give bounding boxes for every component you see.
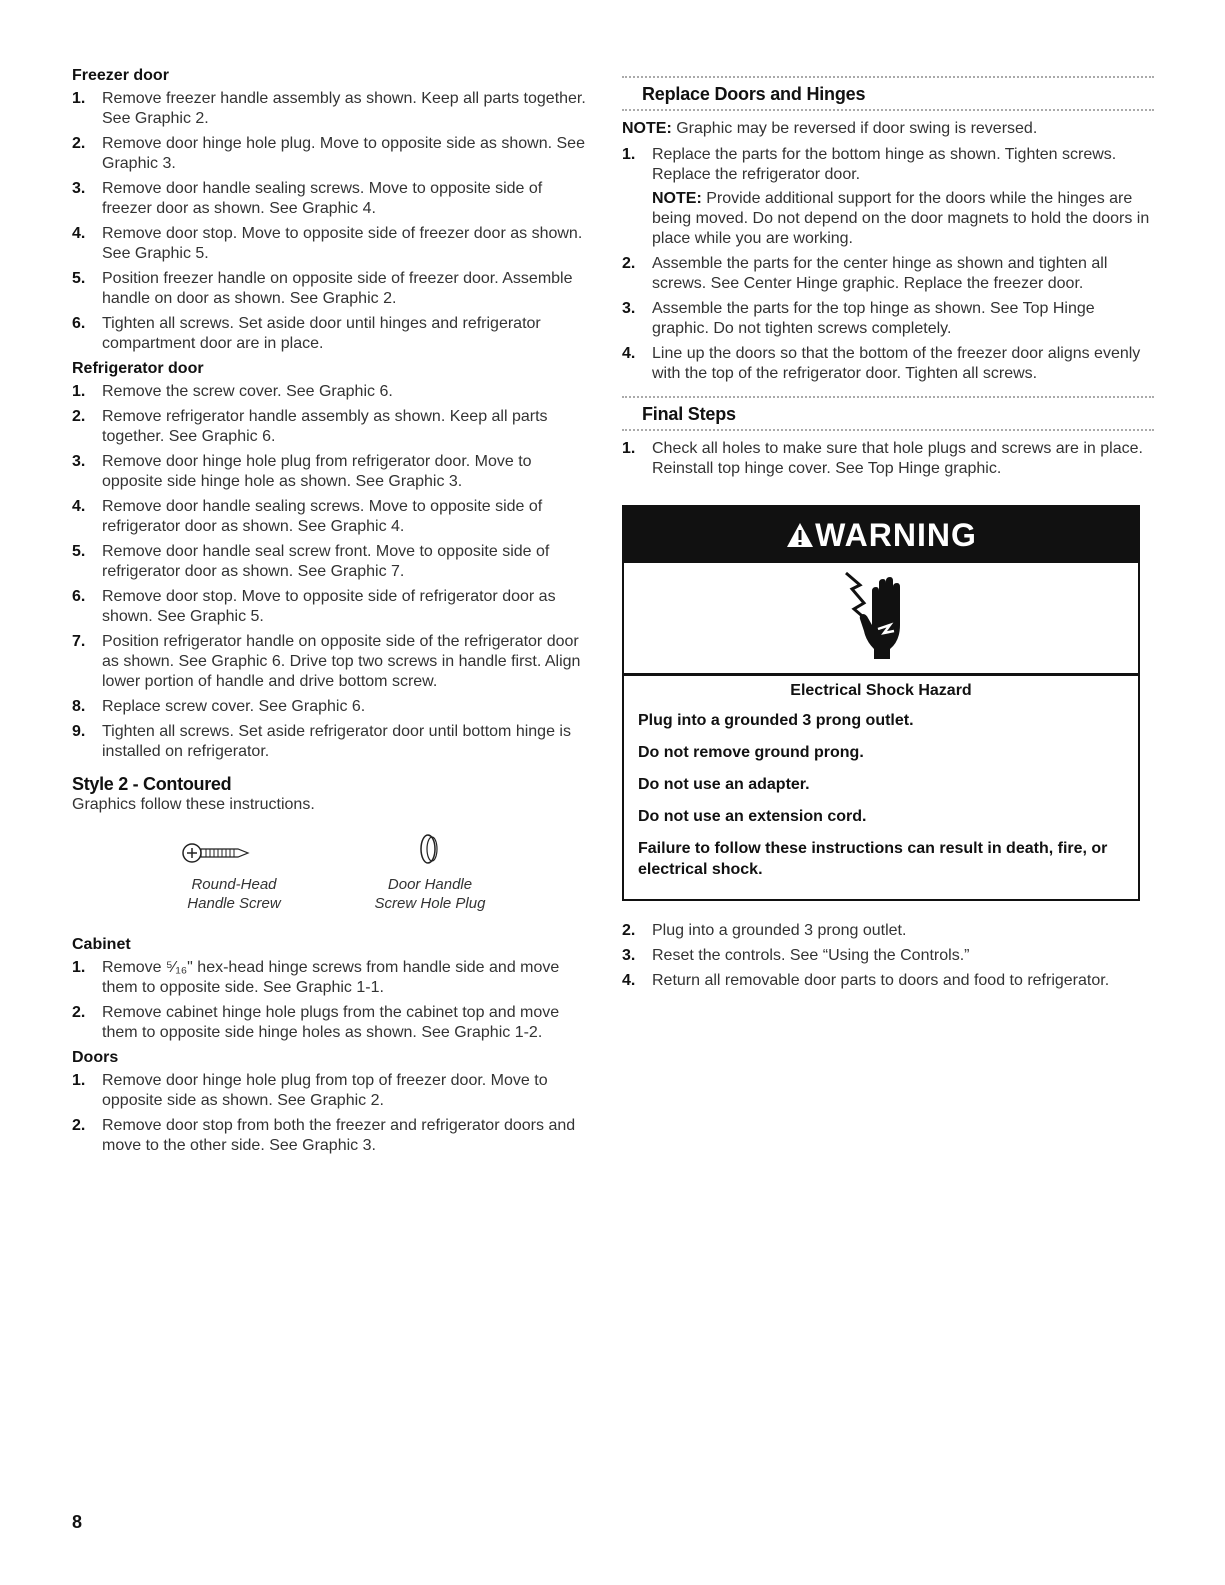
step-number: 4.	[622, 972, 636, 989]
list-item	[72, 382, 587, 402]
warning-icon-area	[624, 563, 1138, 676]
list-item	[622, 946, 1154, 966]
parts-graphics	[72, 823, 587, 933]
step-text: Tighten all screws. Set aside refrigerator door until bottom hinge is installed on refrigerator.	[102, 723, 571, 760]
page-number: 8	[72, 1512, 83, 1532]
step-text: Remove door stop. Move to opposite side of refrigerator door as shown. See Graphic 5.	[102, 588, 556, 625]
step-text: Remove door stop from both the freezer and refrigerator doors and move to the other side. See Graphic 3.	[102, 1117, 576, 1154]
step-text: Remove door stop. Move to opposite side of freezer door as shown. See Graphic 5.	[102, 225, 583, 262]
hole-plug-icon	[410, 827, 450, 871]
step-text: Replace screw cover. See Graphic 6.	[102, 698, 366, 715]
step-text: Check all holes to make sure that hole plugs and screws are in place. Reinstall top hinge cover. See Top Hinge graphic.	[652, 440, 1143, 477]
freezer-door-steps	[72, 89, 587, 354]
step-text: Remove door handle seal screw front. Move to opposite side of refrigerator door as shown. See Graphic 7.	[102, 543, 550, 580]
replace-note-text: Graphic may be reversed if door swing is reversed.	[671, 120, 1038, 137]
step-text: Remove door hinge hole plug from top of freezer door. Move to opposite side as shown. See Graphic 2.	[102, 1072, 548, 1109]
step-number: 1.	[72, 383, 86, 400]
step-number: 6.	[72, 588, 86, 605]
step-number: 4.	[72, 225, 86, 242]
step-text: Remove door handle sealing screws. Move to opposite side of refrigerator door as shown. See Graphic 4.	[102, 498, 543, 535]
style2-heading: Style 2 - Contoured	[72, 774, 232, 794]
doors-steps	[72, 1071, 587, 1156]
warning-line: Do not use an extension cord.	[638, 808, 867, 825]
step-number: 2.	[72, 408, 86, 425]
step-number: 5.	[72, 543, 86, 560]
step-text: Remove door hinge hole plug. Move to opposite side as shown. See Graphic 3.	[102, 135, 585, 172]
warning-title: WARNING	[815, 517, 977, 553]
step-number: 4.	[622, 345, 636, 362]
step-text: Tighten all screws. Set aside door until hinges and refrigerator compartment door are in place.	[102, 315, 541, 352]
replace-note-label: NOTE:	[622, 120, 672, 137]
right-column	[622, 76, 1154, 996]
warning-title-bar	[624, 507, 1138, 563]
replace-doors-heading: Replace Doors and Hinges	[642, 84, 866, 104]
step-number: 2.	[72, 135, 86, 152]
list-item	[72, 722, 587, 762]
replace-steps-first	[622, 145, 1154, 249]
list-item	[72, 587, 587, 627]
step-text: Line up the doors so that the bottom of the freezer door aligns evenly with the top of the refrigerator door. Tighten all screws.	[652, 345, 1141, 382]
list-item	[72, 1071, 587, 1111]
step-text: Remove door handle sealing screws. Move to opposite side of freezer door as shown. See Graphic 4.	[102, 180, 543, 217]
step-text: Replace the parts for the bottom hinge as shown. Tighten screws. Replace the refrigerator door.	[652, 146, 1117, 183]
list-item	[72, 452, 587, 492]
hazard-title: Electrical Shock Hazard	[790, 682, 972, 699]
final-steps-continued	[622, 921, 1154, 991]
hole-plug-label-2: Screw Hole Plug	[374, 895, 486, 912]
step-number: 1.	[72, 959, 86, 976]
list-item	[622, 299, 1154, 339]
warning-line: Failure to follow these instructions can result in death, fire, or electrical shock.	[638, 840, 1108, 878]
list-item	[622, 439, 1154, 479]
step-number: 1.	[622, 146, 636, 163]
list-item	[72, 542, 587, 582]
warning-line: Plug into a grounded 3 prong outlet.	[638, 712, 914, 729]
list-item	[72, 697, 587, 717]
warning-text	[624, 676, 1138, 899]
list-item	[622, 145, 1154, 249]
step-text: Plug into a grounded 3 prong outlet.	[652, 922, 907, 939]
step-number: 2.	[622, 255, 636, 272]
step-text: Remove ⁵⁄₁₆" hex-head hinge screws from handle side and move them to opposite side. See Graphic 1-1.	[102, 959, 560, 996]
step-number: 3.	[622, 947, 636, 964]
left-column	[72, 66, 587, 1161]
list-item	[72, 1003, 587, 1043]
step-text: Position refrigerator handle on opposite side of the refrigerator door as shown. See Graphic 6. Drive top two screws in handle first. Align lower portion of handle and drive bottom screw.	[102, 633, 581, 690]
warning-line: Do not use an adapter.	[638, 776, 810, 793]
list-item	[622, 971, 1154, 991]
step-text: Position freezer handle on opposite side of freezer door. Assemble handle on door as shown. See Graphic 2.	[102, 270, 573, 307]
replace-doors-heading-bar	[622, 76, 1154, 111]
item1-note-text: Provide additional support for the doors while the hinges are being moved. Do not depend on the door magnets to hold the doors in place while you are working.	[652, 190, 1150, 247]
step-text: Remove cabinet hinge hole plugs from the cabinet top and move them to opposite side hinge holes as shown. See Graphic 1-2.	[102, 1004, 560, 1041]
list-item	[622, 921, 1154, 941]
list-item	[72, 224, 587, 264]
final-steps-heading-bar	[622, 396, 1154, 431]
step-number: 7.	[72, 633, 86, 650]
list-item	[72, 269, 587, 309]
step-text: Remove freezer handle assembly as shown. Keep all parts together. See Graphic 2.	[102, 90, 586, 127]
list-item	[622, 254, 1154, 294]
cabinet-heading: Cabinet	[72, 936, 131, 953]
round-head-screw-icon	[176, 829, 256, 873]
alert-triangle-icon	[785, 521, 815, 549]
final-steps	[622, 439, 1154, 479]
list-item	[72, 179, 587, 219]
step-number: 4.	[72, 498, 86, 515]
step-number: 2.	[622, 922, 636, 939]
round-head-screw-label-2: Handle Screw	[187, 895, 281, 912]
step-number: 2.	[72, 1117, 86, 1134]
list-item	[72, 1116, 587, 1156]
step-text: Reset the controls. See “Using the Controls.”	[652, 947, 970, 964]
round-head-screw-part	[164, 823, 304, 913]
item1-note	[652, 189, 1154, 249]
step-number: 1.	[72, 1072, 86, 1089]
step-text: Return all removable door parts to doors and food to refrigerator.	[652, 972, 1110, 989]
step-number: 3.	[622, 300, 636, 317]
list-item	[72, 958, 587, 998]
warning-lines	[638, 710, 1124, 880]
cabinet-steps	[72, 958, 587, 1043]
step-number: 1.	[622, 440, 636, 457]
style2-intro: Graphics follow these instructions.	[72, 796, 315, 813]
list-item	[72, 134, 587, 174]
list-item	[72, 497, 587, 537]
hole-plug-part	[360, 823, 500, 913]
list-item	[622, 344, 1154, 384]
list-item	[72, 632, 587, 692]
refrigerator-door-steps	[72, 382, 587, 762]
step-number: 3.	[72, 180, 86, 197]
step-text: Assemble the parts for the top hinge as shown. See Top Hinge graphic. Do not tighten screws completely.	[652, 300, 1095, 337]
warning-box	[622, 505, 1140, 901]
list-item	[72, 89, 587, 129]
step-number: 8.	[72, 698, 86, 715]
final-steps-heading: Final Steps	[642, 404, 736, 424]
item1-note-label: NOTE:	[652, 190, 702, 207]
step-number: 5.	[72, 270, 86, 287]
step-number: 9.	[72, 723, 86, 740]
step-text: Remove refrigerator handle assembly as shown. Keep all parts together. See Graphic 6.	[102, 408, 548, 445]
list-item	[72, 407, 587, 447]
step-number: 6.	[72, 315, 86, 332]
electrical-shock-hand-icon	[842, 569, 922, 665]
step-number: 2.	[72, 1004, 86, 1021]
warning-line: Do not remove ground prong.	[638, 744, 864, 761]
replace-steps	[622, 254, 1154, 384]
freezer-door-heading: Freezer door	[72, 67, 169, 84]
step-text: Assemble the parts for the center hinge as shown and tighten all screws. See Center Hinge graphic. Replace the freezer door.	[652, 255, 1108, 292]
doors-heading: Doors	[72, 1049, 119, 1066]
hole-plug-label-1: Door Handle	[387, 876, 473, 893]
list-item	[72, 314, 587, 354]
replace-note	[622, 119, 1154, 139]
step-number: 1.	[72, 90, 86, 107]
step-text: Remove the screw cover. See Graphic 6.	[102, 383, 393, 400]
step-number: 3.	[72, 453, 86, 470]
step-text: Remove door hinge hole plug from refrigerator door. Move to opposite side hinge hole as shown. See Graphic 3.	[102, 453, 532, 490]
round-head-screw-label-1: Round-Head	[191, 876, 277, 893]
refrigerator-door-heading: Refrigerator door	[72, 360, 204, 377]
